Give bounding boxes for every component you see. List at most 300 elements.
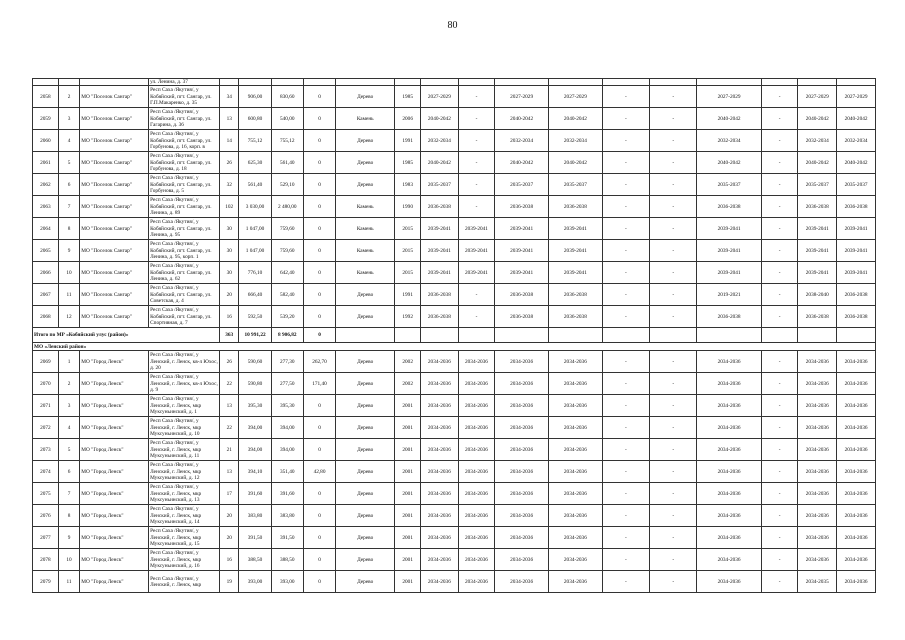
cell-period-5: -: [602, 395, 649, 417]
cell-municipality: МО "Город Ленск": [80, 351, 149, 373]
cell-period-6: -: [650, 240, 697, 262]
cell-period-10: 2039-2041: [837, 262, 876, 284]
cell-record-id: 2061: [33, 152, 59, 174]
total-label: Итого по МР «Кобяйский улус (район)»: [33, 328, 220, 343]
section-header-row: [33, 343, 876, 351]
cell-build-year: 2001: [395, 395, 421, 417]
cell-area-total: 1 047,00: [239, 218, 271, 240]
cell-period-2: 2034-2036: [458, 351, 495, 373]
cell-period-7: 2039-2041: [697, 218, 762, 240]
cell-period-6: -: [650, 130, 697, 152]
cell-period-1: 2034-2036: [421, 549, 459, 571]
cell-period-9: 2034-2036: [798, 461, 837, 483]
cell-period-10: 2034-2036: [837, 483, 876, 505]
cell-period-1: 2039-2041: [421, 262, 459, 284]
cell-period-5: -: [602, 306, 649, 328]
cell-build-year: 2001: [395, 505, 421, 527]
cell-address: Респ Саха /Якутия/, у Ленский, г. Ленск, мкр Муксуньинский, д. 1: [149, 395, 220, 417]
cell-address: Респ Саха /Якутия/, у Кобяйский, пгт. Сангар, ул. Советская, д. 4: [149, 284, 220, 306]
cell-period-3: 2040-2042: [495, 108, 549, 130]
cell-period-4: 2034-2036: [549, 461, 603, 483]
cell-period-6: -: [650, 373, 697, 395]
cell-address: Респ Саха /Якутия/, у Кобяйский, пгт. Сангар, ул. Гагарина, д. 36: [149, 108, 220, 130]
cell-row-number: 5: [58, 439, 80, 461]
cell-period-10: 2039-2041: [837, 240, 876, 262]
cell-area-other: 0: [303, 108, 335, 130]
cell-wall-material: Дерево: [336, 571, 395, 593]
cell-period-3: 2036-2038: [495, 284, 549, 306]
cell-period-6: -: [650, 549, 697, 571]
cell-wall-material: Дерево: [336, 306, 395, 328]
cell-row-number: 9: [58, 527, 80, 549]
cell-period-2: 2034-2036: [458, 439, 495, 461]
cell-period-5: -: [602, 174, 649, 196]
cell-row-number: 2: [58, 373, 80, 395]
cell-period-7: 2034-2036: [697, 461, 762, 483]
table-body-lensk: [33, 351, 876, 593]
cell-wall-material: Камень: [336, 240, 395, 262]
cell-period-1: 2034-2036: [421, 439, 459, 461]
cell-wall-material: Дерево: [336, 351, 395, 373]
cell-municipality: МО "Поселок Сангар": [80, 218, 149, 240]
cell-period-9: 2034-2036: [798, 527, 837, 549]
cell-period-4: 2036-2038: [549, 306, 603, 328]
cell-period-7: 2034-2036: [697, 373, 762, 395]
table-row: [33, 439, 876, 461]
cell-wall-material: Камень: [336, 108, 395, 130]
cell-period-3: 2032-2034: [495, 130, 549, 152]
table-row: [33, 549, 876, 571]
cell-period-9: 2036-2038: [798, 196, 837, 218]
cell-period-5: -: [602, 417, 649, 439]
cell-period-3: 2034-2036: [495, 461, 549, 483]
cell-row-number: 4: [58, 130, 80, 152]
cell-period-7: 2034-2036: [697, 571, 762, 593]
cell-period-2: 2034-2036: [458, 373, 495, 395]
cell-apartments-count: 34: [220, 86, 239, 108]
cell-area-other: 171,40: [303, 373, 335, 395]
cell-apartments-count: 30: [220, 218, 239, 240]
cell-period-9: 2034-2036: [798, 549, 837, 571]
cell-area-other: 0: [303, 130, 335, 152]
cell-apartments-count: 13: [220, 461, 239, 483]
cell-period-7: 2034-2036: [697, 417, 762, 439]
cell-apartments-count: 20: [220, 527, 239, 549]
cell-area-total: 391,50: [239, 527, 271, 549]
cell-period-6: -: [650, 174, 697, 196]
cell-area-total: 3 030,00: [239, 196, 271, 218]
cell-row-number: 11: [58, 284, 80, 306]
cell-area-total: 755,12: [239, 130, 271, 152]
cell-period-4: 2034-2036: [549, 373, 603, 395]
cell-record-id: 2076: [33, 505, 59, 527]
cell-area-other: 0: [303, 395, 335, 417]
cell-period-9: 2034-2036: [798, 505, 837, 527]
cell-period-1: 2040-2042: [421, 108, 459, 130]
cell-row-number: 1: [58, 351, 80, 373]
cell-municipality: МО "Город Ленск": [80, 505, 149, 527]
cell-area-living: 582,40: [271, 284, 303, 306]
cell-period-4: 2034-2036: [549, 351, 603, 373]
cell-area-other: 0: [303, 284, 335, 306]
cell-area-other: 0: [303, 262, 335, 284]
cell-record-id: 2078: [33, 549, 59, 571]
cell-period-6: -: [650, 527, 697, 549]
cell-period-9: 2034-2036: [798, 395, 837, 417]
cell-record-id: 2059: [33, 108, 59, 130]
cell-apartments-count: 16: [220, 549, 239, 571]
cell-area-other: 0: [303, 571, 335, 593]
cell-period-5: -: [602, 549, 649, 571]
cell-period-7: 2039-2041: [697, 262, 762, 284]
cell-period-4: 2039-2041: [549, 218, 603, 240]
cell-apartments-count: 19: [220, 571, 239, 593]
cell-address: Респ Саха /Якутия/, у Ленский, г. Ленск, мкр Муксуньинский, д. 10: [149, 417, 220, 439]
cell-record-id: 2077: [33, 527, 59, 549]
cell-row-number: 10: [58, 549, 80, 571]
cell-record-id: 2066: [33, 262, 59, 284]
housing-register-table: [32, 78, 876, 593]
cell-wall-material: Дерево: [336, 86, 395, 108]
cell-period-4: 2039-2041: [549, 262, 603, 284]
cell-period-5: -: [602, 152, 649, 174]
cell-build-year: 2002: [395, 351, 421, 373]
cell-area-living: 2 480,00: [271, 196, 303, 218]
cell-area-total: 561,40: [239, 174, 271, 196]
cell-build-year: 2006: [395, 108, 421, 130]
cell-period-9: 2038-2040: [798, 284, 837, 306]
cell-period-10: 2036-2038: [837, 284, 876, 306]
cell-address: Респ Саха /Якутия/, у Ленский, г. Ленск, мкр Муксуньинский, д. 11: [149, 439, 220, 461]
cell-area-living: 561,40: [271, 152, 303, 174]
cell-area-living: 759,60: [271, 218, 303, 240]
cell-area-living: 383,80: [271, 505, 303, 527]
cell-municipality: МО "Город Ленск": [80, 417, 149, 439]
cell-area-living: 540,00: [271, 108, 303, 130]
cell-period-3: 2034-2036: [495, 527, 549, 549]
cell-area-living: 277,50: [271, 373, 303, 395]
cell-wall-material: Дерево: [336, 417, 395, 439]
cell-period-3: 2035-2037: [495, 174, 549, 196]
cell-period-6: -: [650, 395, 697, 417]
cell-municipality: МО "Поселок Сангар": [80, 284, 149, 306]
cell-period-4: 2034-2036: [549, 417, 603, 439]
cell-period-6: -: [650, 351, 697, 373]
cell-period-10: 2039-2041: [837, 218, 876, 240]
cell-row-number: 7: [58, 196, 80, 218]
cell-period-4: 2034-2036: [549, 505, 603, 527]
table-row: [33, 86, 876, 108]
cell-area-total: 600,80: [239, 108, 271, 130]
cell-area-living: 539,20: [271, 306, 303, 328]
cell-wall-material: Дерево: [336, 174, 395, 196]
cell-address: Респ Саха /Якутия/, у Кобяйский, пгт. Сангар, ул. Ленина, д. 95, корп. 1: [149, 240, 220, 262]
cell-period-3: 2034-2036: [495, 439, 549, 461]
cell-row-number: 11: [58, 571, 80, 593]
cell-period-4: 2034-2036: [549, 549, 603, 571]
cell-period-4: 2034-2036: [549, 395, 603, 417]
cell-period-3: 2040-2042: [495, 152, 549, 174]
cell-build-year: 2015: [395, 240, 421, 262]
cell-area-living: 391,50: [271, 527, 303, 549]
cell-record-id: 2072: [33, 417, 59, 439]
cell-address: Респ Саха /Якутия/, у Кобяйский, пгт. Сангар, ул. Ленина, д. 89: [149, 196, 220, 218]
cell-period-1: 2027-2029: [421, 86, 459, 108]
cell-area-living: 277,30: [271, 351, 303, 373]
cell-build-year: 1985: [395, 86, 421, 108]
cell-period-3: 2039-2041: [495, 240, 549, 262]
table-body-total: [33, 328, 876, 351]
cell-municipality: МО "Город Ленск": [80, 461, 149, 483]
cell-period-8: -: [761, 527, 798, 549]
cell-area-other: 262,70: [303, 351, 335, 373]
cell-build-year: 1983: [395, 174, 421, 196]
cell-period-3: 2034-2036: [495, 483, 549, 505]
cell-period-10: 2027-2029: [837, 86, 876, 108]
cell-period-6: -: [650, 571, 697, 593]
cell-period-6: -: [650, 218, 697, 240]
cell-area-other: 0: [303, 483, 335, 505]
cell-period-4: 2034-2036: [549, 527, 603, 549]
cell-period-4: 2040-2042: [549, 108, 603, 130]
cell-row-number: 3: [58, 108, 80, 130]
cell-apartments-count: 26: [220, 351, 239, 373]
table-row: [33, 373, 876, 395]
table-row: [33, 108, 876, 130]
cell-apartments-count: 30: [220, 240, 239, 262]
table-row: [33, 152, 876, 174]
cell-period-3: 2034-2036: [495, 549, 549, 571]
cell-period-8: -: [761, 284, 798, 306]
cell-period-1: 2034-2036: [421, 505, 459, 527]
cell-period-7: 2034-2036: [697, 439, 762, 461]
table-row: [33, 483, 876, 505]
table-row: [33, 130, 876, 152]
cell-period-1: 2039-2041: [421, 240, 459, 262]
address-fragment: ул. Ленина, д. 37: [149, 79, 220, 86]
cell-build-year: 2001: [395, 461, 421, 483]
cell-period-7: 2036-2038: [697, 306, 762, 328]
cell-period-1: 2034-2036: [421, 395, 459, 417]
page-number: 80: [447, 20, 458, 31]
cell-period-8: -: [761, 351, 798, 373]
cell-period-7: 2039-2041: [697, 240, 762, 262]
cell-record-id: 2065: [33, 240, 59, 262]
cell-area-total: 394,00: [239, 417, 271, 439]
cell-apartments-count: 102: [220, 196, 239, 218]
cell-municipality: МО "Город Ленск": [80, 527, 149, 549]
cell-period-10: 2036-2038: [837, 196, 876, 218]
cell-area-living: 394,00: [271, 439, 303, 461]
cell-period-9: 2040-2042: [798, 108, 837, 130]
table-row: [33, 395, 876, 417]
cell-record-id: 2075: [33, 483, 59, 505]
cell-municipality: МО "Город Ленск": [80, 549, 149, 571]
cell-address: Респ Саха /Якутия/, у Кобяйский, пгт. Сангар, ул. Г.П.Макаренко, д. 35: [149, 86, 220, 108]
cell-period-5: -: [602, 108, 649, 130]
cell-period-5: -: [602, 262, 649, 284]
cell-row-number: 6: [58, 174, 80, 196]
cell-build-year: 2001: [395, 417, 421, 439]
cell-period-9: 2039-2041: [798, 240, 837, 262]
cell-period-6: -: [650, 152, 697, 174]
cell-apartments-count: 30: [220, 262, 239, 284]
cell-period-2: -: [458, 108, 495, 130]
cell-address: Респ Саха /Якутия/, у Кобяйский, пгт. Сангар, ул. Ленина, д. 62: [149, 262, 220, 284]
cell-apartments-count: 22: [220, 373, 239, 395]
cell-address: Респ Саха /Якутия/, у Ленский, г. Ленск, мкр Муксуньинский, д. 12: [149, 461, 220, 483]
cell-apartments-count: 13: [220, 395, 239, 417]
cell-apartments-count: 20: [220, 284, 239, 306]
section-title: МО «Ленский район»: [33, 343, 876, 351]
cell-period-6: -: [650, 439, 697, 461]
cell-period-10: 2036-2038: [837, 306, 876, 328]
cell-area-other: 0: [303, 218, 335, 240]
table-row-fragment: [33, 79, 876, 86]
cell-area-total: 388,50: [239, 549, 271, 571]
cell-period-9: 2040-2042: [798, 152, 837, 174]
cell-municipality: МО "Город Ленск": [80, 395, 149, 417]
cell-area-living: 351,40: [271, 461, 303, 483]
cell-area-living: 755,12: [271, 130, 303, 152]
cell-period-5: -: [602, 461, 649, 483]
cell-build-year: 2001: [395, 571, 421, 593]
cell-wall-material: Дерево: [336, 284, 395, 306]
cell-build-year: 1990: [395, 196, 421, 218]
cell-record-id: 2069: [33, 351, 59, 373]
cell-area-living: 830,60: [271, 86, 303, 108]
cell-period-2: 2034-2036: [458, 571, 495, 593]
cell-period-7: 2032-2034: [697, 130, 762, 152]
total-apartments: 363: [220, 328, 239, 343]
cell-period-3: 2027-2029: [495, 86, 549, 108]
cell-area-living: 388,50: [271, 549, 303, 571]
cell-period-6: -: [650, 505, 697, 527]
cell-municipality: МО "Поселок Сангар": [80, 130, 149, 152]
cell-period-8: -: [761, 306, 798, 328]
cell-address: Респ Саха /Якутия/, у Кобяйский, пгт. Сангар, ул. Горбунова, д. 5: [149, 174, 220, 196]
cell-row-number: 8: [58, 505, 80, 527]
cell-area-living: 391,60: [271, 483, 303, 505]
cell-address: Респ Саха /Якутия/, у Кобяйский, пгт. Сангар, ул. Ленина, д. 95: [149, 218, 220, 240]
cell-build-year: 2001: [395, 527, 421, 549]
cell-period-1: 2034-2036: [421, 461, 459, 483]
cell-municipality: МО "Город Ленск": [80, 373, 149, 395]
cell-wall-material: Дерево: [336, 461, 395, 483]
cell-apartments-count: 21: [220, 439, 239, 461]
cell-period-8: -: [761, 395, 798, 417]
cell-period-5: -: [602, 439, 649, 461]
cell-period-1: 2034-2036: [421, 373, 459, 395]
table-row: [33, 527, 876, 549]
cell-period-5: -: [602, 284, 649, 306]
cell-wall-material: Дерево: [336, 439, 395, 461]
cell-period-9: 2039-2041: [798, 218, 837, 240]
cell-period-1: 2034-2036: [421, 351, 459, 373]
cell-row-number: 6: [58, 461, 80, 483]
total-row: [33, 328, 876, 343]
cell-period-3: 2034-2036: [495, 417, 549, 439]
cell-record-id: 2058: [33, 86, 59, 108]
cell-area-total: 393,00: [239, 571, 271, 593]
cell-apartments-count: 13: [220, 108, 239, 130]
cell-period-2: 2034-2036: [458, 483, 495, 505]
cell-record-id: 2079: [33, 571, 59, 593]
cell-record-id: 2064: [33, 218, 59, 240]
cell-period-2: -: [458, 306, 495, 328]
cell-record-id: 2068: [33, 306, 59, 328]
cell-period-1: 2035-2037: [421, 174, 459, 196]
cell-period-5: -: [602, 483, 649, 505]
cell-area-total: 383,80: [239, 505, 271, 527]
cell-build-year: 1992: [395, 306, 421, 328]
cell-period-6: -: [650, 284, 697, 306]
cell-area-total: 590,60: [239, 351, 271, 373]
cell-area-living: 642,40: [271, 262, 303, 284]
cell-period-1: 2034-2036: [421, 483, 459, 505]
cell-area-living: 393,00: [271, 571, 303, 593]
cell-address: Респ Саха /Якутия/, у Ленский, г. Ленск, мкр Муксуньинский, д. 15: [149, 527, 220, 549]
cell-build-year: 1991: [395, 130, 421, 152]
cell-row-number: 8: [58, 218, 80, 240]
cell-period-8: -: [761, 483, 798, 505]
total-area-1: 10 991,22: [239, 328, 271, 343]
cell-row-number: 2: [58, 86, 80, 108]
cell-period-9: 2039-2041: [798, 262, 837, 284]
cell-wall-material: Дерево: [336, 130, 395, 152]
cell-period-5: -: [602, 571, 649, 593]
cell-period-10: 2035-2037: [837, 174, 876, 196]
cell-municipality: МО "Поселок Сангар": [80, 262, 149, 284]
table-row: [33, 240, 876, 262]
cell-row-number: 4: [58, 417, 80, 439]
cell-area-total: 776,10: [239, 262, 271, 284]
cell-period-10: 2034-2036: [837, 351, 876, 373]
cell-period-2: -: [458, 130, 495, 152]
cell-address: Респ Саха /Якутия/, у Кобяйский, пгт. Сангар, ул. Горбунова, д. 18: [149, 152, 220, 174]
cell-period-7: 2040-2042: [697, 152, 762, 174]
cell-period-8: -: [761, 439, 798, 461]
table-row: [33, 351, 876, 373]
cell-period-4: 2027-2029: [549, 86, 603, 108]
cell-build-year: 2001: [395, 549, 421, 571]
cell-wall-material: Дерево: [336, 549, 395, 571]
cell-period-1: 2034-2036: [421, 571, 459, 593]
cell-period-8: -: [761, 417, 798, 439]
cell-period-8: -: [761, 86, 798, 108]
cell-period-7: 2034-2036: [697, 395, 762, 417]
cell-period-8: -: [761, 505, 798, 527]
cell-record-id: 2071: [33, 395, 59, 417]
cell-period-6: -: [650, 86, 697, 108]
table-row: [33, 284, 876, 306]
cell-period-2: -: [458, 86, 495, 108]
cell-period-2: 2034-2036: [458, 417, 495, 439]
cell-period-6: -: [650, 306, 697, 328]
cell-period-3: 2034-2036: [495, 351, 549, 373]
cell-area-total: 394,00: [239, 439, 271, 461]
cell-municipality: МО "Город Ленск": [80, 571, 149, 593]
cell-wall-material: Камень: [336, 262, 395, 284]
cell-period-10: 2034-2036: [837, 461, 876, 483]
cell-municipality: МО "Город Ленск": [80, 439, 149, 461]
table-body-kobyai: [33, 79, 876, 328]
cell-period-6: -: [650, 483, 697, 505]
cell-address: Респ Саха /Якутия/, у Ленский, г. Ленск, кв-л Юхос, д. 20: [150, 352, 218, 371]
cell-period-4: 2034-2036: [549, 483, 603, 505]
cell-period-6: -: [650, 196, 697, 218]
cell-period-3: 2039-2041: [495, 218, 549, 240]
